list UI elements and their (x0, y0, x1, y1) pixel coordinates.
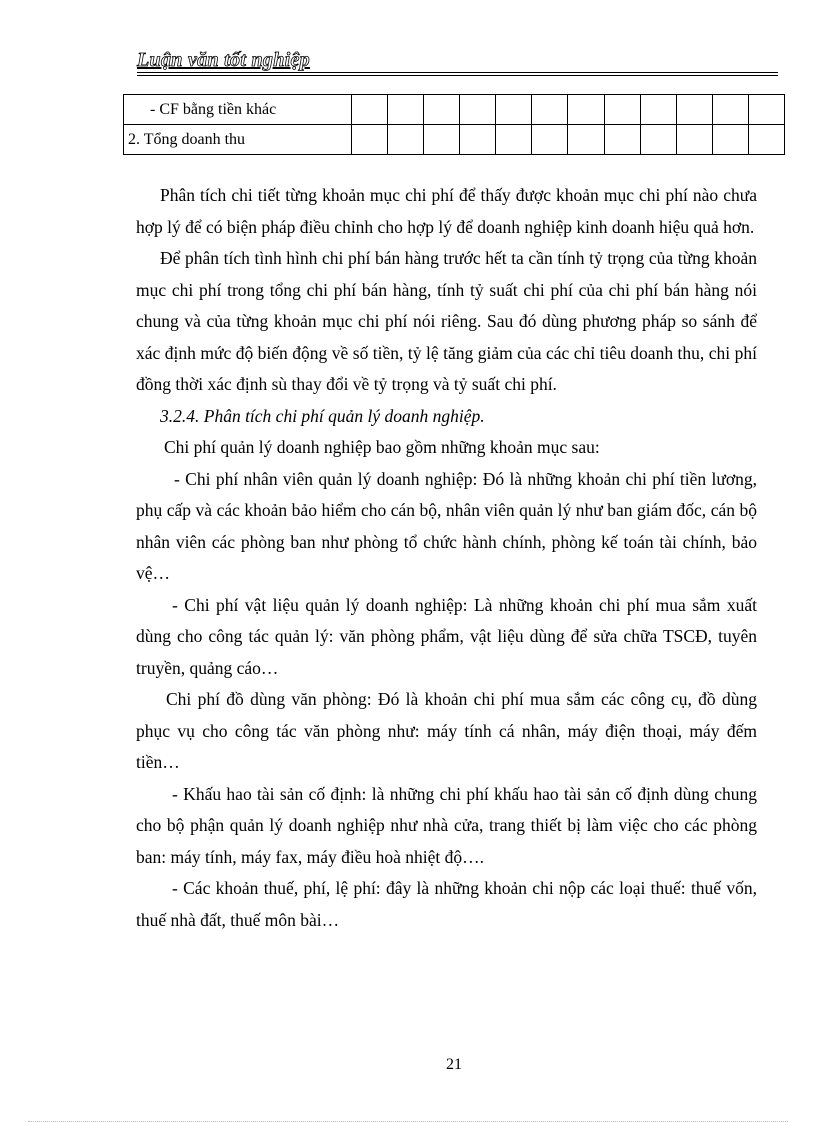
table-cell (568, 125, 604, 155)
footer-rule (28, 1121, 788, 1122)
table-cell (604, 95, 640, 125)
list-item-taxes-fees: - Các khoản thuế, phí, lệ phí: đây là những khoản chi nộp các loại thuế: thuế vốn, thuế nhà đất, thuế môn bài… (136, 878, 757, 930)
paragraph-cost-detail-analysis: Phân tích chi tiết từng khoản mục chi phí để thấy được khoản mục chi phí nào chưa hợp lý để có biện pháp điều chỉnh cho hợp lý để doanh nghiệp kinh doanh hiệu quả hơn. (136, 185, 757, 237)
table-row (124, 125, 785, 155)
table-cell (496, 125, 532, 155)
page-number: 21 (446, 1056, 462, 1073)
table-cell (568, 95, 604, 125)
list-item-depreciation: - Khấu hao tài sản cố định: là những chi phí khấu hao tài sản cố định dùng chung cho bộ phận quản lý doanh nghiệp như nhà cửa, trang thiết bị làm việc cho các phòng ban: máy tính, máy fax, máy điều hoà nhiệt độ…. (136, 783, 757, 867)
table-cell (712, 95, 748, 125)
table-cell (496, 95, 532, 125)
table-cell (748, 125, 784, 155)
table-cell (640, 95, 676, 125)
section-heading: 3.2.4. Phân tích chi phí quản lý doanh nghiệp. (160, 405, 485, 426)
list-item-office-supplies: Chi phí đồ dùng văn phòng: Đó là khoản chi phí mua sắm các công cụ, đồ dùng phục vụ cho công tác văn phòng như: máy tính cá nhân, máy điện thoại, máy đếm tiền… (136, 689, 757, 772)
table-cell (532, 125, 568, 155)
table-cell (352, 95, 388, 125)
row-label-total-revenue: 2. Tổng doanh thu (124, 125, 352, 155)
table-cell (424, 125, 460, 155)
table-cell (352, 125, 388, 155)
body-text (136, 180, 757, 936)
table-cell (388, 125, 424, 155)
table-cell (676, 95, 712, 125)
table-cell (388, 95, 424, 125)
table-cell (532, 95, 568, 125)
table-cell (460, 125, 496, 155)
cost-table (123, 94, 785, 155)
table-cell (640, 125, 676, 155)
document-header-title: Luận văn tốt nghiệp (137, 49, 310, 71)
table-row (124, 95, 785, 125)
list-item-staff-costs: - Chi phí nhân viên quản lý doanh nghiệp: Đó là những khoản chi phí tiền lương, phụ cấp và các khoản bảo hiểm cho cán bộ, nhân viên quản lý như ban giám đốc, cán bộ nhân viên các phòng ban như phòng tổ chức hành chính, phòng kế toán tài chính, bảo vệ… (136, 468, 757, 583)
row-label-other-cash-costs: - CF bằng tiền khác (124, 95, 352, 125)
paragraph-admin-cost-intro: Chi phí quản lý doanh nghiệp bao gồm những khoản mục sau: (164, 437, 600, 457)
table-cell (748, 95, 784, 125)
list-item-material-costs: - Chi phí vật liệu quản lý doanh nghiệp: Là những khoản chi phí mua sắm xuất dùng cho công tác quản lý: văn phòng phẩm, vật liệu dùng để sửa chữa TSCĐ, tuyên truyền, quảng cáo… (136, 594, 757, 678)
paragraph-selling-cost-analysis: Để phân tích tình hình chi phí bán hàng trước hết ta cần tính tỷ trọng của từng khoản mục chi phí trong tổng chi phí bán hàng, tính tỷ suất chi phí của chi phí bán hàng nói chung và của từng khoản mục chi phí nói riêng. Sau đó dùng phương pháp so sánh để xác định mức độ biến động về số tiền, tỷ lệ tăng giảm của các chỉ tiêu doanh thu, chi phí đồng thời xác định sù thay đổi về tỷ trọng và tỷ suất chi phí. (136, 248, 757, 394)
header-rule (137, 75, 778, 76)
table-cell (712, 125, 748, 155)
header-rule (137, 72, 778, 73)
table-cell (604, 125, 640, 155)
table-cell (424, 95, 460, 125)
table-cell (676, 125, 712, 155)
table-cell (460, 95, 496, 125)
